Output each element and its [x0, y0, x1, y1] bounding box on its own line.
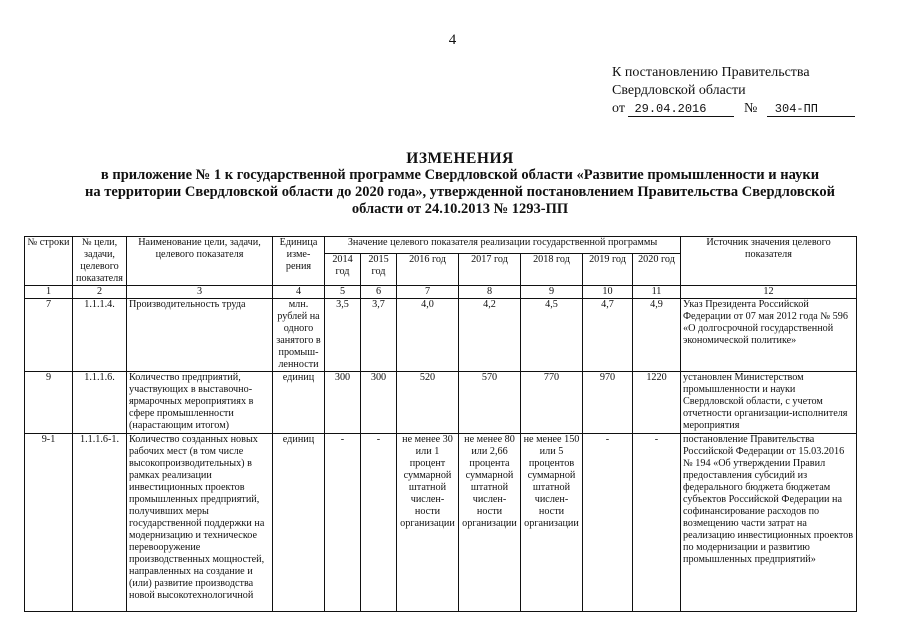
column-number: 11 — [633, 286, 681, 299]
header-row-1 — [25, 237, 857, 254]
addressee-line1: К постановлению Правительства — [612, 65, 810, 80]
header-year: 2016 год — [397, 253, 459, 285]
table-row — [25, 299, 857, 372]
value-2018: 770 — [521, 372, 583, 434]
column-number: 12 — [681, 286, 857, 299]
value-2014: 300 — [325, 372, 361, 434]
column-number: 9 — [521, 286, 583, 299]
title-heading: ИЗМЕНЕНИЯ — [406, 150, 514, 167]
value-2016: 4,0 — [397, 299, 459, 372]
indicator-name: Количество предприятий, участвующих в выставочно-ярмарочных мероприятиях в сфере промышленности (нарастающим итогом) — [127, 372, 273, 434]
value-2015: 300 — [361, 372, 397, 434]
number-prefix: № — [743, 101, 758, 116]
addressee-line2: Свердловской области — [612, 83, 746, 98]
column-number: 4 — [273, 286, 325, 299]
column-numbers-row — [25, 286, 857, 299]
column-number: 3 — [127, 286, 273, 299]
indicator-name: Производительность труда — [127, 299, 273, 372]
row-number: 9-1 — [25, 434, 73, 612]
value-2014: 3,5 — [325, 299, 361, 372]
column-number: 10 — [583, 286, 633, 299]
addressee-block — [612, 64, 855, 118]
indicator-source: Указ Президента Российской Федерации от 07 мая 2012 года № 596 «О долгосрочной государственной экономической политике» — [681, 299, 857, 372]
indicator-unit: единиц — [273, 434, 325, 612]
value-2020: 1220 — [633, 372, 681, 434]
indicator-source: установлен Министерством промышленности и науки Свердловской области, с учетом отчетности организации-исполнителя мероприятия — [681, 372, 857, 434]
indicator-name: Количество созданных новых рабочих мест (в том числе высокопроизводительных) в рамках реализации инвестиционных проектов промышленных предприятий, получивших меры государственной поддержки на модернизацию и техническое перевооружение производственных мощностей, направленных на создание и (или) развитие производства новой высокотехнологичной — [127, 434, 273, 612]
column-number: 6 — [361, 286, 397, 299]
value-2019: - — [583, 434, 633, 612]
value-2017: не менее 80 или 2,66 процента суммарной штатной числен-ности организации — [459, 434, 521, 612]
indicator-code: 1.1.1.6-1. — [73, 434, 127, 612]
value-2019: 4,7 — [583, 299, 633, 372]
indicator-unit: млн. рублей на одного занятого в промыш-ленности — [273, 299, 325, 372]
value-2014: - — [325, 434, 361, 612]
value-2018: 4,5 — [521, 299, 583, 372]
row-number: 9 — [25, 372, 73, 434]
header-row-no: № строки — [25, 237, 73, 286]
date-prefix: от — [612, 101, 625, 116]
table-row — [25, 434, 857, 612]
title-line2: на территории Свердловской области до 2020 года», утвержденной постановлением Правительства Свердловской — [85, 184, 835, 200]
column-number: 1 — [25, 286, 73, 299]
value-2015: 3,7 — [361, 299, 397, 372]
value-2020: - — [633, 434, 681, 612]
header-name: Наименование цели, задачи, целевого показателя — [127, 237, 273, 286]
value-2020: 4,9 — [633, 299, 681, 372]
indicators-table — [24, 236, 857, 612]
indicator-unit: единиц — [273, 372, 325, 434]
value-2018: не менее 150 или 5 процентов суммарной штатной числен-ности организации — [521, 434, 583, 612]
header-year: 2020 год — [633, 253, 681, 285]
resolution-date: 29.04.2016 — [628, 102, 734, 117]
value-2017: 4,2 — [459, 299, 521, 372]
header-year: 2018 год — [521, 253, 583, 285]
header-values-group: Значение целевого показателя реализации государственной программы — [325, 237, 681, 254]
header-year: 2019 год — [583, 253, 633, 285]
header-unit: Единица изме-рения — [273, 237, 325, 286]
page-number: 4 — [448, 32, 457, 48]
resolution-number: 304-ПП — [767, 102, 855, 117]
title-line1: в приложение № 1 к государственной программе Свердловской области «Развитие промышленности и науки — [100, 167, 820, 183]
addressee-date-line — [612, 100, 855, 118]
header-year: 2014 год — [325, 253, 361, 285]
value-2019: 970 — [583, 372, 633, 434]
header-year: 2015 год — [361, 253, 397, 285]
table-row — [25, 372, 857, 434]
value-2016: не менее 30 или 1 процент суммарной штатной числен-ности организации — [397, 434, 459, 612]
value-2016: 520 — [397, 372, 459, 434]
value-2015: - — [361, 434, 397, 612]
indicator-code: 1.1.1.4. — [73, 299, 127, 372]
indicator-source: постановление Правительства Российской Федерации от 15.03.2016 № 194 «Об утверждении Правил предоставления субсидий из федерального бюджета бюджетам субъектов Российской Федерации на софинансирование расходов по возмещению части затрат на реализацию инвестиционных проектов по модернизации и развитию промышленных предприятий» — [681, 434, 857, 612]
value-2017: 570 — [459, 372, 521, 434]
title-line3: области от 24.10.2013 № 1293-ПП — [351, 201, 569, 217]
row-number: 7 — [25, 299, 73, 372]
header-source: Источник значения целевого показателя — [681, 237, 857, 286]
column-number: 2 — [73, 286, 127, 299]
indicator-code: 1.1.1.6. — [73, 372, 127, 434]
column-number: 7 — [397, 286, 459, 299]
document-title — [60, 150, 860, 218]
header-goal-no: № цели, задачи, целевого показателя — [73, 237, 127, 286]
column-number: 5 — [325, 286, 361, 299]
header-year: 2017 год — [459, 253, 521, 285]
column-number: 8 — [459, 286, 521, 299]
